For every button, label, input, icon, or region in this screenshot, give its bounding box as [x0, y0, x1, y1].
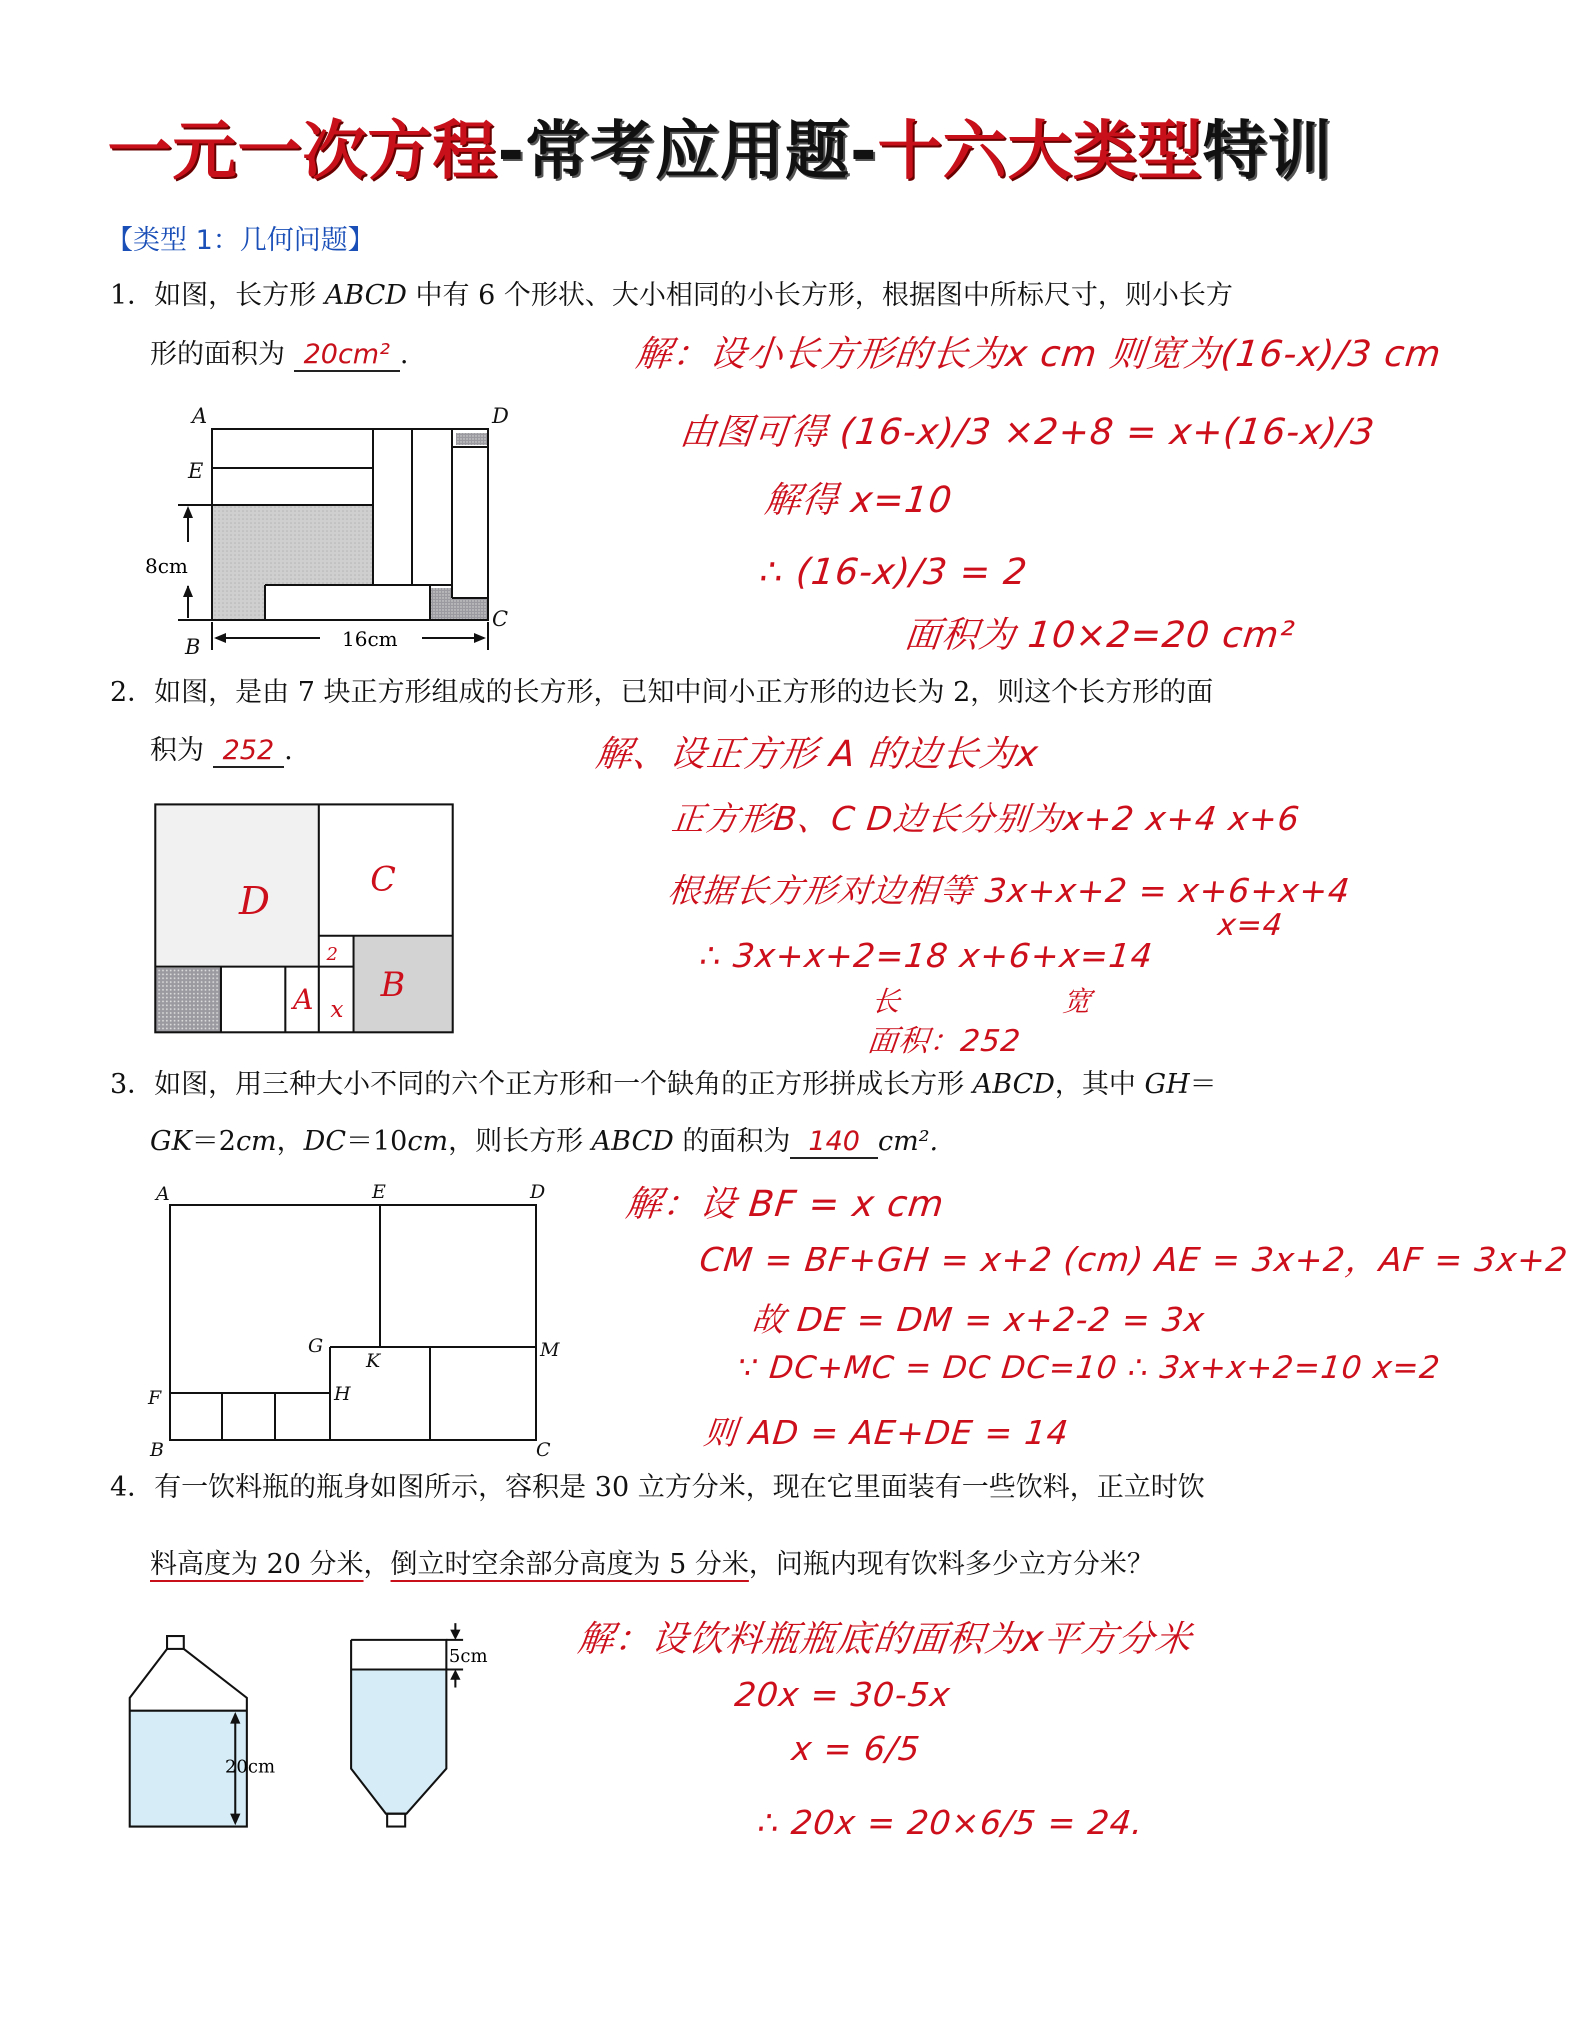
q4-underlined-2: 倒立时空余部分高度为 5 分米 [390, 1549, 749, 1580]
q4-solution-1: 解：设饮料瓶瓶底的面积为x平方分米 [575, 1619, 1195, 1660]
q4-line1: 4．有一饮料瓶的瓶身如图所示，容积是 30 立方分米，现在它里面装有一些饮料，正立时饮 [110, 1472, 1205, 1503]
label-a: A [156, 1183, 170, 1205]
q1-solution-2: 由图可得 (16-x)/3 ×2+8 = x+(16-x)/3 [677, 412, 1377, 453]
q3-comma: ， [276, 1126, 304, 1157]
q1-text: 1．如图，长方形 [110, 280, 325, 311]
q3-gh: GH [1144, 1069, 1190, 1100]
q2-line2 [150, 737, 293, 764]
q3-unit: cm². [877, 1126, 939, 1157]
label-b: B [185, 635, 201, 659]
label-g: G [308, 1335, 324, 1357]
q3-text-c: ，则长方形 [448, 1126, 592, 1157]
q3-gk: GK [150, 1126, 192, 1157]
label-c: C [492, 607, 509, 631]
q3-cm1: cm [235, 1126, 277, 1157]
label-m: M [540, 1339, 560, 1361]
q4-line2 [150, 1551, 1154, 1578]
title-part3: 十六大类型 [877, 115, 1203, 189]
q2-solution-6: 长 [870, 985, 903, 1018]
label-d: D [530, 1181, 546, 1203]
label-16cm: 16cm [342, 627, 398, 651]
q4-solution-4: ∴ 20x = 20×6/5 = 24. [755, 1803, 1146, 1842]
title-part4: 特训 [1202, 115, 1333, 189]
q2-end: . [284, 735, 293, 766]
q1-solution-5: 面积为 10×2=20 cm² [902, 615, 1297, 656]
q3-line2 [150, 1128, 938, 1155]
q2-line2-text: 积为 [150, 735, 204, 766]
q3-text-d: 的面积为 [673, 1126, 791, 1157]
q3-figure [130, 1160, 570, 1460]
label-5cm: 5cm [448, 1645, 488, 1667]
q1-abcd: ABCD [324, 280, 407, 311]
q3-abcd2: ABCD [591, 1126, 674, 1157]
q1-line2-text: 形的面积为 [150, 339, 285, 370]
q1-solution-4: ∴ (16-x)/3 = 2 [757, 552, 1030, 593]
q1-line1 [110, 282, 1233, 309]
square-a-label: A [293, 983, 314, 1017]
q3-gk-val: ＝2 [191, 1126, 236, 1157]
q2-line1: 2．如图，是由 7 块正方形组成的长方形，已知中间小正方形的边长为 2，则这个长方形的面 [110, 677, 1214, 708]
q3-text: 3．如图，用三种大小不同的六个正方形和一个缺角的正方形拼成长方形 [110, 1069, 973, 1100]
q2-solution-7: 宽 [1061, 985, 1094, 1018]
label-8cm: 8cm [145, 554, 188, 578]
square-a-side: x [330, 995, 344, 1023]
q2-solution-3: 根据长方形对边相等 3x+x+2 = x+6+x+4 [665, 871, 1353, 910]
label-e: E [188, 459, 204, 483]
q2-figure [154, 803, 454, 1035]
label-k: K [366, 1350, 381, 1372]
q2-solution-8: 面积：252 [865, 1024, 1023, 1059]
q4-underlined-1: 料高度为 20 分米 [150, 1549, 364, 1580]
q3-solution-4: ∵ DC+MC = DC DC=10 ∴ 3x+x+2=10 x=2 [736, 1350, 1443, 1386]
q1-solution-1: 解：设小长方形的长为x cm 则宽为(16-x)/3 cm [633, 334, 1444, 375]
q4-figure [122, 1620, 512, 1840]
q3-cm2: cm [407, 1126, 449, 1157]
q1-end: . [399, 339, 409, 370]
label-h: H [334, 1383, 351, 1405]
page-title [0, 100, 1440, 192]
q1-line2 [150, 341, 409, 368]
label-a: A [192, 404, 208, 428]
q2-solution-5: ∴ 3x+x+2=18 x+6+x=14 [697, 936, 1156, 975]
q1-figure [130, 390, 530, 660]
label-c: C [536, 1439, 551, 1461]
q3-solution-3: 故 DE = DM = x+2-2 = 3x [749, 1300, 1207, 1339]
q2-solution-2: 正方形B、C D边长分别为x+2 x+4 x+6 [669, 799, 1302, 838]
label-20cm: 20cm [224, 1756, 276, 1778]
q3-line1 [110, 1071, 1217, 1098]
q4-question: ，问瓶内现有饮料多少立方分米？ [748, 1549, 1154, 1580]
label-e: E [372, 1181, 386, 1203]
q3-solution-1: 解：设 BF = x cm [623, 1184, 947, 1225]
square-b-label: B [380, 965, 406, 1005]
q1-text-rest: 中有 6 个形状、大小相同的小长方形，根据图中所标尺寸，则小长方 [406, 280, 1233, 311]
square-d-label: D [238, 878, 270, 924]
q3-dc: DC [303, 1126, 346, 1157]
q3-solution-5: 则 AD = AE+DE = 14 [701, 1413, 1071, 1452]
q2-solution-1: 解、设正方形 A 的边长为x [593, 734, 1041, 775]
q3-text-b: ，其中 [1054, 1069, 1145, 1100]
square-c-label: C [370, 859, 396, 899]
label-f: F [148, 1387, 162, 1409]
title-dash2: - [850, 115, 878, 189]
q4-solution-2: 20x = 30-5x [732, 1675, 953, 1714]
q3-eq: ＝ [1189, 1069, 1217, 1100]
q2-solution-4: x=4 [1216, 908, 1285, 943]
q4-solution-3: x = 6/5 [789, 1729, 923, 1768]
q3-abcd: ABCD [972, 1069, 1055, 1100]
title-dash1: - [497, 115, 525, 189]
title-part1: 一元一次方程 [107, 115, 498, 189]
q4-comma: ， [363, 1549, 391, 1580]
section-heading: 【类型 1：几何问题】 [106, 225, 375, 256]
q3-answer: 140 [790, 1126, 878, 1159]
q3-dc-val: ＝10 [345, 1126, 408, 1157]
q2-answer: 252 [213, 735, 285, 768]
title-part2: 常考应用题 [525, 115, 850, 189]
q1-solution-3: 解得 x=10 [762, 480, 955, 521]
q3-solution-2: CM = BF+GH = x+2 (cm) AE = 3x+2，AF = 3x+2 [697, 1240, 1571, 1279]
label-b: B [150, 1439, 164, 1461]
small-square-label: 2 [326, 944, 339, 966]
label-d: D [492, 404, 509, 428]
q1-answer: 20cm² [294, 339, 400, 372]
